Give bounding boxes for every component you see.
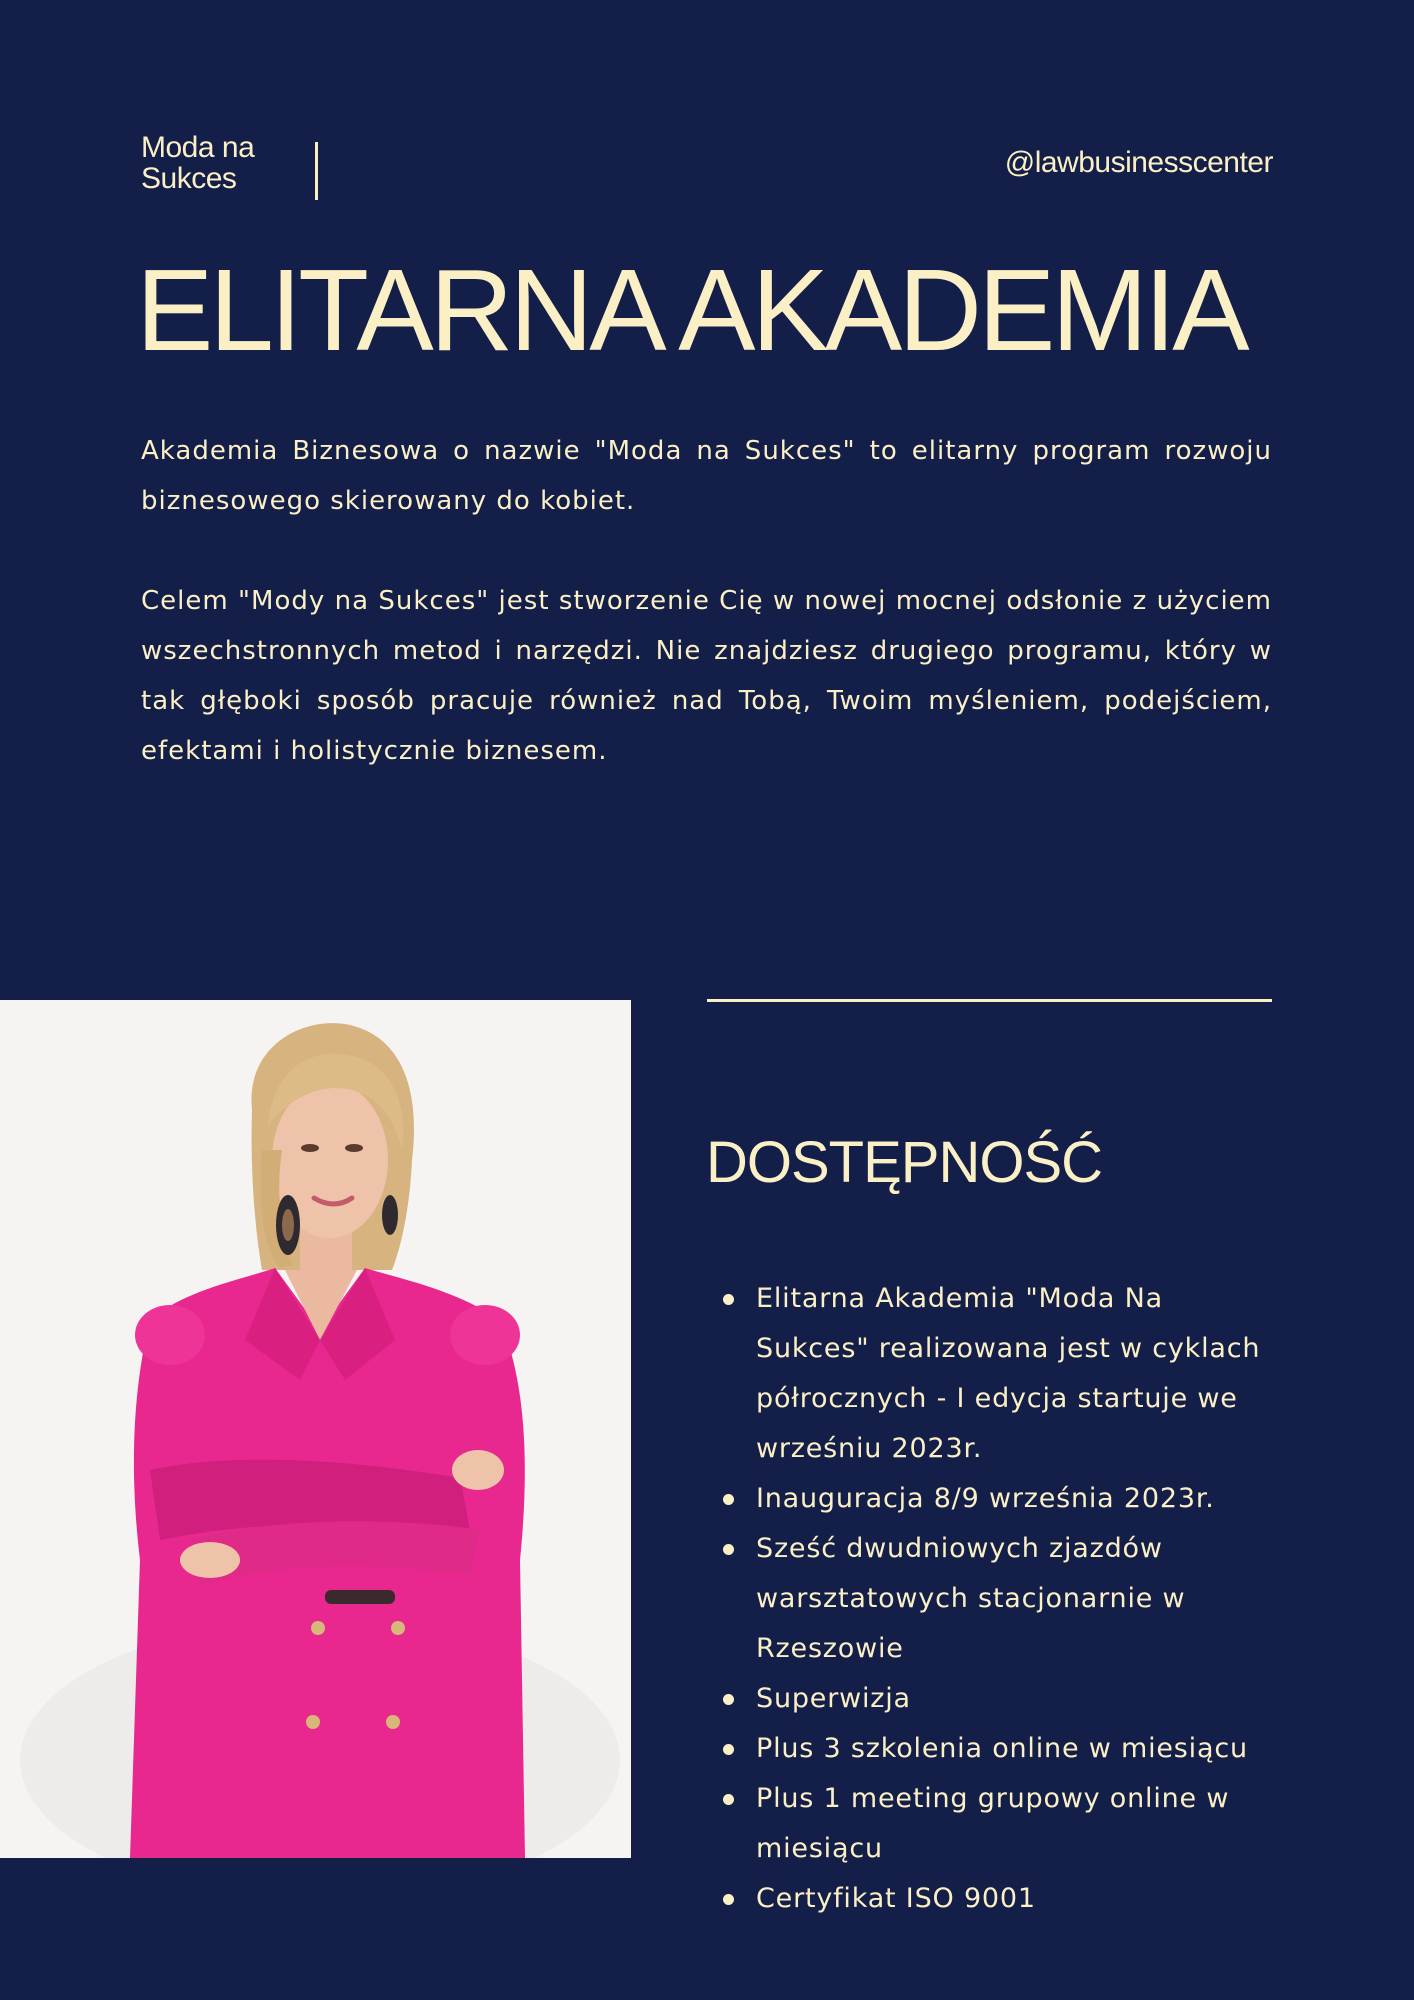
list-item-text: Plus 1 meeting grupowy online w miesiącu	[756, 1783, 1230, 1864]
brand-logo	[141, 132, 254, 194]
list-item-text: Plus 3 szkolenia online w miesiącu	[756, 1733, 1248, 1764]
list-item	[707, 1874, 1267, 1924]
portrait-photo	[0, 1000, 631, 1858]
social-handle: @lawbusinesscenter	[1004, 146, 1273, 179]
list-item	[707, 1524, 1267, 1674]
intro-paragraph-1: Akademia Biznesowa o nazwie "Moda na Sukces" to elitarny program rozwoju biznesowego skierowany do kobiet.	[141, 436, 1272, 516]
intro-text	[141, 426, 1272, 776]
bullet-icon	[723, 1544, 734, 1555]
bullet-icon	[723, 1694, 734, 1705]
intro-paragraph-2: Celem "Mody na Sukces" jest stworzenie Cię w nowej mocnej odsłonie z użyciem wszechstronnych metod i narzędzi. Nie znajdziesz drugiego programu, który w tak głęboki sposób pracuje również nad Tobą, Twoim myśleniem, podejściem, efektami i holistycznie biznesem.	[141, 586, 1272, 766]
list-item	[707, 1674, 1267, 1724]
bullet-icon	[723, 1794, 734, 1805]
list-item	[707, 1724, 1267, 1774]
list-item-text: Inauguracja 8/9 września 2023r.	[756, 1483, 1215, 1514]
list-item	[707, 1274, 1267, 1474]
list-item	[707, 1774, 1267, 1874]
brand-name-line-1: Moda na	[141, 131, 255, 164]
list-item-text: Sześć dwudniowych zjazdów warsztatowych stacjonarnie w Rzeszowie	[756, 1533, 1186, 1664]
list-item-text: Superwizja	[756, 1683, 911, 1714]
availability-heading: DOSTĘPNOŚĆ	[706, 1130, 1103, 1195]
section-divider	[707, 999, 1272, 1002]
list-item-text: Certyfikat ISO 9001	[756, 1883, 1036, 1914]
page-title: ELITARNA AKADEMIA	[136, 245, 1246, 375]
availability-list	[707, 1274, 1267, 1924]
bullet-icon	[723, 1294, 734, 1305]
brand-name-line-2: Sukces	[141, 162, 237, 195]
bullet-icon	[723, 1494, 734, 1505]
bullet-icon	[723, 1744, 734, 1755]
bullet-icon	[723, 1894, 734, 1905]
header-divider	[315, 142, 318, 200]
list-item	[707, 1474, 1267, 1524]
list-item-text: Elitarna Akademia "Moda Na Sukces" realizowana jest w cyklach półrocznych - I edycja startuje we wrześniu 2023r.	[756, 1283, 1261, 1464]
